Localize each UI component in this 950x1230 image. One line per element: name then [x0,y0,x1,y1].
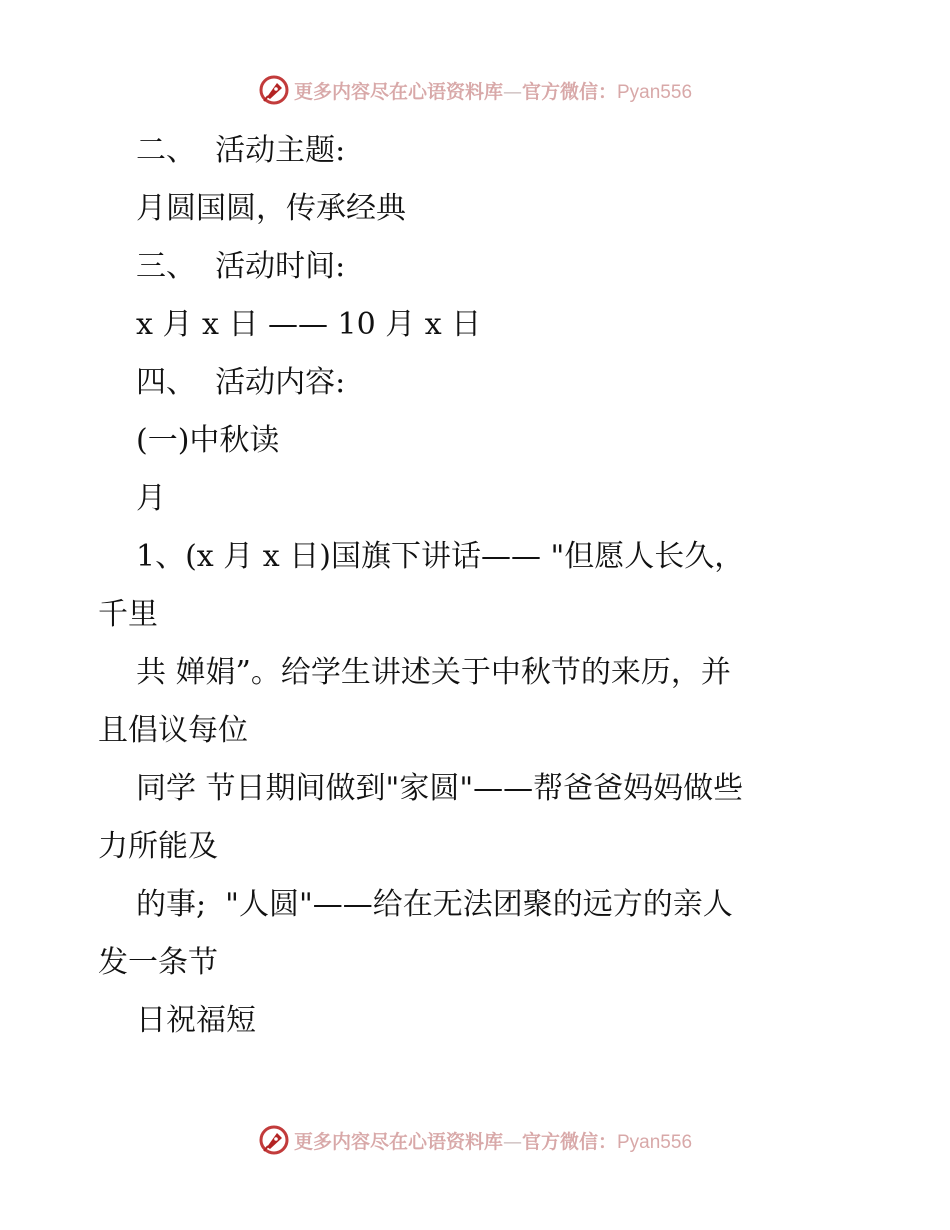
pen-nib-circle-icon [258,74,290,106]
watermark-separator: — [502,1130,522,1153]
watermark-brand: 更多内容尽在心语资料库 [293,1130,503,1153]
watermark-label: 官方微信： [521,80,617,103]
watermark-account: Pyan556 [617,1131,693,1153]
watermark-label: 官方微信： [521,1130,617,1153]
footer-watermark [0,1120,950,1160]
text-line: 同学 节日期间做到"家圆"——帮爸爸妈妈做些 [136,771,744,806]
text-line: 四、 活动内容: [136,365,346,400]
watermark-brand: 更多内容尽在心语资料库 [293,80,503,103]
text-line: 1、(x 月 x 日)国旗下讲话—— "但愿人长久， [136,539,745,574]
text-line: 共 婵娟”。给学生讲述关于中秋节的来历，并 [136,655,731,690]
text-line: x 月 x 日 —— 10 月 x 日 [136,307,482,342]
text-line: 力所能及 [98,829,218,864]
watermark-text [294,1127,692,1154]
watermark-account: Pyan556 [617,81,693,103]
text-line: 且倡议每位 [98,713,248,748]
watermark-separator: — [502,80,522,103]
text-line: 三、 活动时间: [136,249,346,284]
document-body [98,122,838,1050]
text-line: (一)中秋读 [136,423,280,458]
text-line: 月圆国圆，传承经典 [136,191,406,226]
text-line: 日祝福短 [136,1003,256,1038]
text-line: 的事; "人圆"——给在无法团聚的远方的亲人 [136,887,733,922]
text-line: 发一条节 [98,945,218,980]
text-line: 月 [136,481,166,516]
header-watermark [0,70,950,110]
text-line: 千里 [98,597,158,632]
text-line: 二、 活动主题: [136,133,346,168]
pen-nib-circle-icon [258,1124,290,1156]
watermark-text [294,77,692,104]
